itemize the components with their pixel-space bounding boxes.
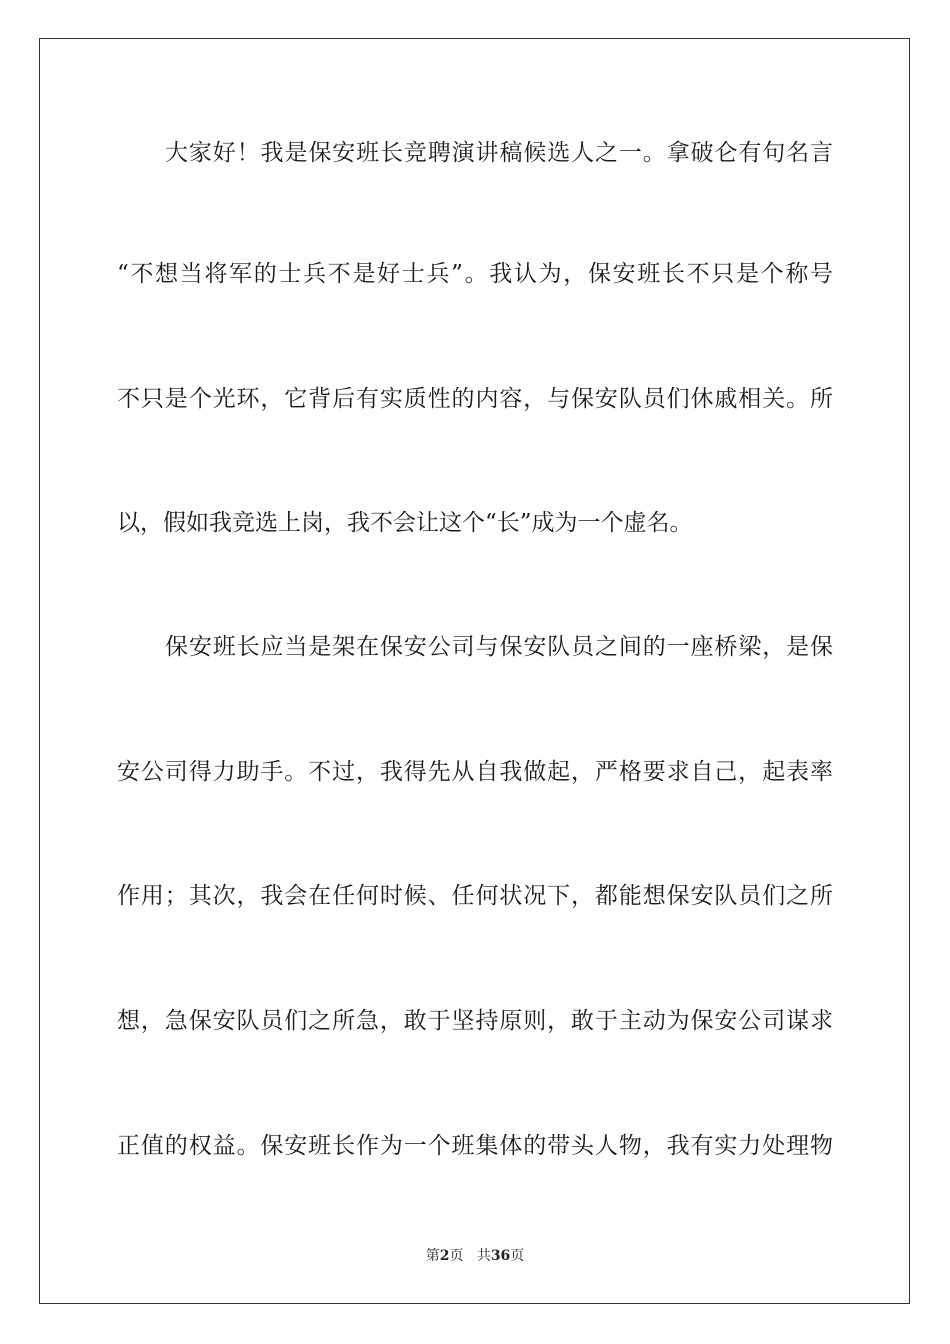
paragraph-2-line-5: 正值的权益。保安班长作为一个班集体的带头人物，我有实力处理物 (117, 1133, 833, 1159)
paragraph-2-line-2: 安公司得力助手。不过，我得先从自我做起，严格要求自己，起表率 (117, 759, 833, 785)
page-border (39, 38, 910, 1304)
paragraph-1-line-2: “不想当将军的士兵不是好士兵”。我认为，保安班长不只是个称号 (117, 261, 833, 287)
paragraph-1-line-1: 大家好！我是保安班长竞聘演讲稿候选人之一。拿破仑有句名言 (165, 140, 833, 166)
total-suffix: 页 (510, 1248, 525, 1264)
paragraph-1-line-4: 以，假如我竞选上岗，我不会让这个“长”成为一个虚名。 (117, 510, 693, 536)
paragraph-2-line-3: 作用；其次，我会在任何时候、任何状况下，都能想保安队员们之所 (117, 883, 833, 909)
page-prefix: 第 (425, 1248, 440, 1264)
total-prefix: 共 (476, 1248, 491, 1264)
paragraph-1-line-3: 不只是个光环，它背后有实质性的内容，与保安队员们休戚相关。所 (117, 386, 833, 412)
paragraph-2-line-1: 保安班长应当是架在保安公司与保安队员之间的一座桥梁，是保 (165, 634, 833, 660)
page-footer (0, 1247, 950, 1265)
page-suffix: 页 (449, 1248, 464, 1264)
paragraph-2-line-4: 想，急保安队员们之所急，敢于坚持原则，敢于主动为保安公司谋求 (117, 1008, 833, 1034)
page-number: 2 (439, 1248, 450, 1264)
total-pages: 36 (490, 1248, 511, 1264)
